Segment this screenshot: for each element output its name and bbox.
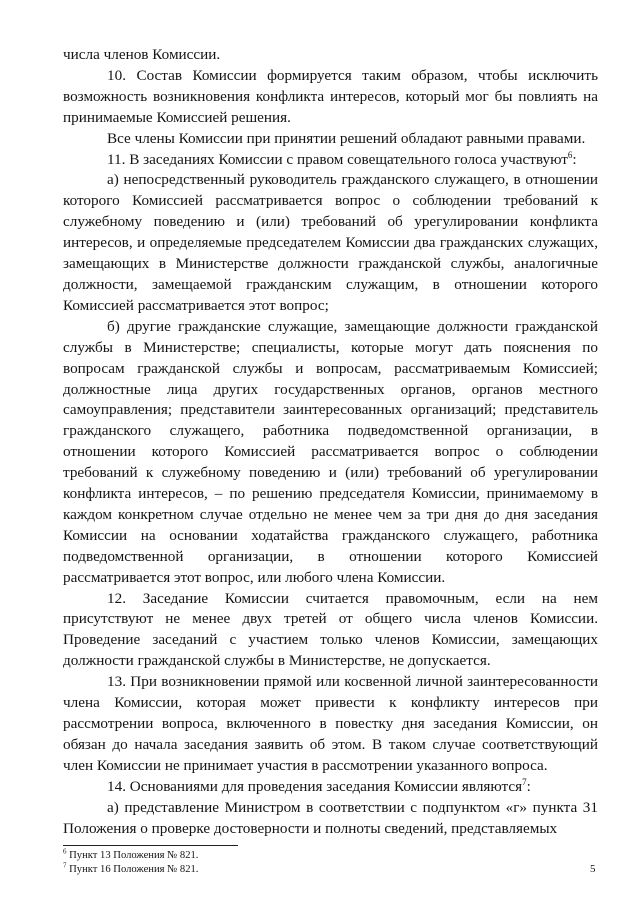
paragraph-14-colon: : (526, 777, 531, 795)
paragraph-11b: б) другие гражданские служащие, замещающие должности гражданской службы в Министерстве; специалисты, которые могут дать пояснения по вопросам гражданской службы и вопросам, рассматриваемым Комиссией; должностные лица других государственных органов, органов местного самоуправления; представители заинтересованных организаций; представитель гражданского служащего, работника подведомственной организации, в отношении которого Комиссией рассматривается вопрос о соблюдении требований к служебному поведению и (или) требований об урегулировании конфликта интересов, – по решению председателя Комиссии, принимаемому в каждом конкретном случае отдельно не менее чем за три дня до дня заседания Комиссии на основании ходатайства гражданского служащего, работника подведомственной организации, в отношении которого Комиссией рассматривается этот вопрос, или любого члена Комиссии. (63, 317, 598, 586)
paragraph-13: 13. При возникновении прямой или косвенной личной заинтересованности члена Комиссии, которая может привести к конфликту интересов при рассмотрении вопроса, включенного в повестку дня заседания Комиссии, он обязан до начала заседания заявить об этом. В таком случае соответствующий член Комиссии не принимает участия в рассмотрении указанного вопроса. (63, 673, 598, 774)
footnote-ref-6: 6 (567, 149, 573, 160)
footnote-ref-7: 7 (522, 776, 527, 787)
paragraph-14 (63, 777, 598, 798)
page-number: 5 (590, 863, 596, 875)
paragraph-14-text: 14. Основаниями для проведения заседания Комиссии являются (107, 777, 523, 795)
paragraph-11-colon: : (572, 150, 577, 168)
paragraph-continuation: числа членов Комиссии. (63, 46, 221, 63)
footnote-divider (63, 845, 238, 846)
footnote-7 (63, 863, 463, 877)
footnote-6 (63, 849, 463, 863)
footnote-mark-7: 7 (63, 861, 67, 870)
document-body (63, 45, 598, 839)
paragraph-11a: а) непосредственный руководитель гражданского служащего, в отношении которого Комиссией рассматривается вопрос о соблюдении требований к служебному поведению и (или) требований об урегулировании конфликта интересов, и определяемые председателем Комиссии два гражданских служащих, замещающих в Министерстве должности гражданской службы, аналогичные должности, замещаемой гражданским служащим, в отношении которого Комиссией рассматривается этот вопрос; (63, 171, 598, 314)
paragraph-14a: а) представление Министром в соответствии с подпунктом «г» пункта 31 Положения о проверке достоверности и полноты сведений, представляемых (63, 798, 598, 837)
footnote-mark-6: 6 (63, 847, 67, 856)
paragraph-11-text: 11. В заседаниях Комиссии с правом совещательного голоса участвуют (107, 150, 568, 168)
footnote-7-text: Пункт 16 Положения № 821. (66, 863, 199, 875)
paragraph-equal-rights: Все члены Комиссии при принятии решений обладают равными правами. (107, 129, 586, 147)
footnotes (63, 849, 463, 876)
paragraph-12: 12. Заседание Комиссии считается правомочным, если на нем присутствуют не менее двух третей от общего числа членов Комиссии. Проведение заседаний с участием только членов Комиссии, замещающих должности гражданской службы в Министерстве, не допускается. (63, 589, 598, 670)
paragraph-11 (63, 150, 598, 171)
footnote-6-text: Пункт 13 Положения № 821. (66, 850, 199, 861)
paragraph-10: 10. Состав Комиссии формируется таким образом, чтобы исключить возможность возникновения конфликта интересов, который мог бы повлиять на принимаемые Комиссией решения. (63, 66, 598, 126)
